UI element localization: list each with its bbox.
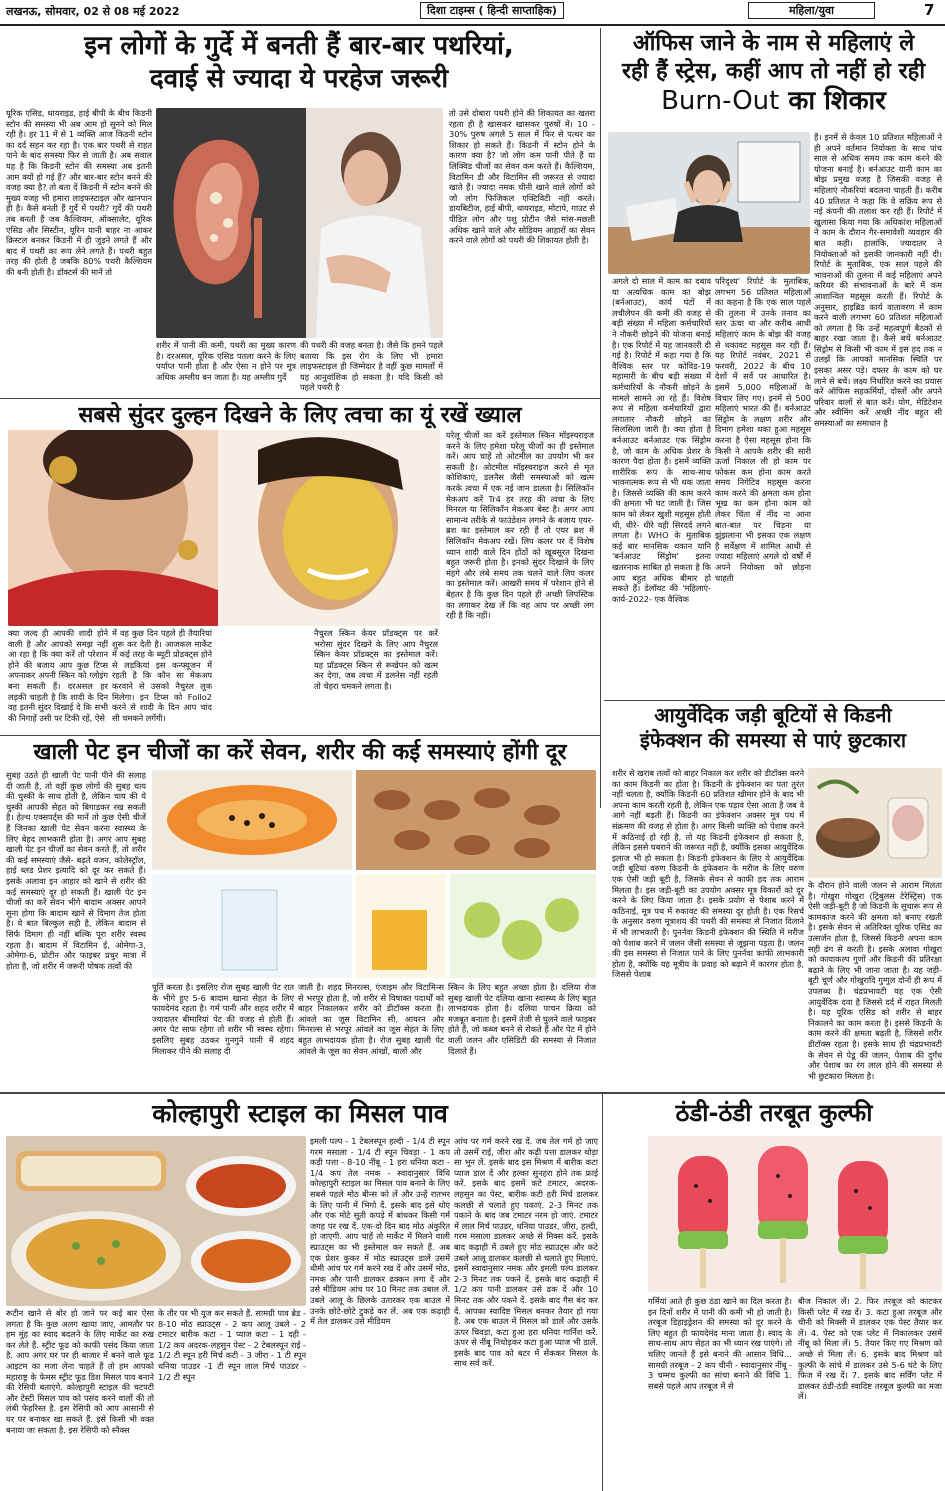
bride-col-1: क्या जल्द ही आपकी शादी होने वाली है और आपको समझ नहीं आ रहा है कि क्या करें तो परेशान होने की बजाय आप कुछ टिप्स अपनाकर अपनी स्किन को ग्लोइंग बना सकती हैं। दरअसल हर लड़की चाहती है कि शादी के दिन वह इतनी सुंदर दिखाई दे कि सभी की निगाहें उसी पर टिकी रहें, ऐसे (8, 628, 108, 723)
ayurveda-col-2: के दौरान होने वाली जलन से आराम मिलता है। गोखुरा गोखुरा (ट्रिबुलस टेरेस्ट्रिस) एक ऐसी जड़ी-बूटी है जो किडनी के सुचारू रूप से कामकाज करने की क्षमता को बनाए रखती है। इसके सेवन से अतिरिक्त यूरिक एसिड का उत्सर्जन होता है, जिससे किडनी अपना काम सही ढंग से करती है। इसके अलावा गोखुरा को कायाकल्प गुणों और किडनी की प्रतिरक्षा बढ़ाने के लिए भी जाना जाता है। यह जड़ी-बूटी चूर्ण और गोखुरादि गुग्गुल दोनों ही रूप में उपलब्ध है। चंद्रप्रभावटी यह एक ऐसी आयुर्वेदिक दवा है जिससे दर्द में राहत मिलती है। यह यूरिक एसिड को शरीर से बाहर निकालने का काम करता है। इससे किडनी के काम करने की क्षमता बढ़ती है, जिससे शरीर डीटॉक्स रहता है। इसके साथ ही चंद्रप्रभावटी के सेवन से पेडू की जलन, पेशाब की दुर्गंध और पेशाब का रंग लाल होने की समस्या से भी छुटकारा मिलता है। (808, 880, 942, 1081)
empty-stomach-col-1: सुबह उठते ही खाली पेट पानी पीने की सलाह दी जाती है, तो वहीं कुछ लोगों की सुबह चाय की चुस्की के साथ होती है, लेकिन चाय की ये चुस्की आपकी सेहत को बिगाड़कर रख सकती है। हेल्थ एक्सपर्ट्स की मानें तो कुछ ऐसी चीजें हैं जिनका खाली पेट सेवन करना स्वास्थ्य के लिए बेहद लाभकारी होता है। अगर आप सुबह खाली पेट इन चीजों का सेवन करते हैं, तो शरीर की कई समस्याएं जैसे- बढ़ते वजन, कोलेस्ट्रॉल, हाई ब्लड प्रेशर इत्यादि को दूर कर सकते हैं। इसके अलावा इन आहार को खाने से शरीर की कई समस्याएं दूर हो सकती हैं। खाली पेट इन चीजों का करें सेवन भीगे बादाम अक्सर आपने सुना होगा कि बादाम खाने से दिमाग तेज होता है। ये बात बिल्कुल सही है, लेकिन बादाम से सिर्फ दिमाग ही नहीं बल्कि पूरा शरीर स्वस्थ रहता है। बादाम में विटामिन ई, ओमेगा-3, ओमेगा-6, प्रोटीन और फाइबर प्रचुर मात्रा में होता है, जो शरीर में जरूरी पोषक तत्वों की (6, 770, 146, 971)
kidney-col-1: यूरिक एसिड, थायराइड, हाई बीपी के बीच किडनी स्टोन की समस्या भी अब आम हो सुनने को मिल रही है। हर 11 में से 1 व्यक्ति आज किडनी स्टोन का दर्द सहन कर रहा है। एक बार पथरी से राहत पाने के बाद समस्या फिर से जाती है। अब सवाल यह है कि किडनी स्टोन की समस्या अब इतनी आम क्यों हो गई हैं? और बार-बार स्टोन बनने की वजह क्या है? तो बता दें किडनी में स्टोन बनने की मुख्य वजह भी हमारा लाइफस्टाइल और खानपान ही है। कैसे बनती हैं गुर्दे में पथरी? गुर्दे की पथरी तब बनती हैं जब कैल्शियम, ऑक्सालेट, यूरिक एसिड और सिस्टीन, यूरिन यानी बाहर ना आकर क्रिस्टल बनकर किडनी में ही जुड़ने लगते हैं और बाद में पथरी का रूप लेने लगते हैं। पथरी बहुत तरह की होती है जबकि 80% पथरी कैल्शियम की बनी होती है। डॉक्टर्स की मानें तो (6, 108, 152, 277)
bride-col-3: नैचुरल स्किन केयर प्रॉडक्ट्स पर करें भरोसा सुंदर दिखने के लिए आप नैचुरल स्किन केयर प्रॉडक्ट्स का इस्तेमाल करें। यह प्रॉडक्ट्स स्किन से रूखेपन को खत्म कर देगा, जब त्वचा में डलनेस नहीं रहती तो चेहरा चमकने लगता है। (314, 628, 438, 691)
burnout-headline (606, 30, 941, 118)
kulfi-title: ठंडी-ठंडी तरबूत कुल्फी (675, 1099, 873, 1127)
column-divider (600, 28, 601, 808)
column-divider (602, 1094, 603, 1491)
bride-col-4: घरेलू चीजों का करें इस्तेमाल स्किन मॉइस्चराइज करने के लिए हमेशा घरेलू चीजों का ही इस्तेमाल करें। आप चाहें तो ओटमील का उपयोग भी कर सकती है। ओटमील मॉइस्चराइज करने से मृत कोशिकाएं, डलनैस जैसी समस्याओं को खत्म करके त्वचा में एक नई जान डालता है। सिलिकॉन मेकअप करें Tr4 हर तरह की त्वचा के लिए मिनरल या सिलिकॉन मेकअप बेस्ट है। अगर आप सामान्य तरीके से फाउंडेशन लगाने के बजाय एयर-ब्रश का इस्तेमाल कर रही हैं तो एयर ब्रश में सिलिकॉन मेकअप रखें। लिप कलर पर दें विशेष ध्यान शादी वाले दिन होंठों को खूबसूरत दिखना बहुत जरूरी होता है। इनको सुंदर दिखाने के लिए मंहगे और लंबे समय तक चलने वाले लिप कलर का इस्तेमाल करें। आखरी समय में परेशान होने से बेहतर है कि कुछ दिन पहले ही अच्छी लिपस्टिक का लगाकर देख लें कि वह आप पर अच्छी लग रही है कि नहीं। (446, 430, 594, 621)
healthy-foods-photo (152, 770, 596, 978)
burnout-col-a: अगले दो साल में काम का दबाव या अत्यधिक काम का बोझ (बर्नआउट), कार्य घंटों में लचीलेपन की कमी की वजह से बड़ी संख्या में महिला कर्मचारियों ने नौकरी छोड़ने की योजना बनाई है। एक रिपोर्ट में यह जानकारी दी गई है। रिपोर्ट में कहा गया है कि वैश्विक स्तर पर कोविड-19 महामारी के बीच बड़ी संख्या में कर्मचारियों के नौकरी छोड़ने के मामले सामने आ रहे हैं। विशेष रूप से महिला कर्मचारियों द्वारा लगातार नौकरी छोड़ने का सिलसिला जारी है। क्या होता है बर्नआउट बर्नआउट एक सिंड्रोम है, जो काम के अधिक प्रेशर के कारण पैदा होता है। इसमें व्यक्ति शारीरिक रूप के साथ-साथ भावनात्मक रूप से भी थक जाता है। जिससे व्यक्ति की काम करने की क्षमता भी घट जाती है। जिस काम को लेकर खुशी महसूस होती थी, धीरे- धीरे वही सिरदर्द लगने लगता है। WHO के मुताबिक कई बार मानसिक थकान यानि 'बर्नआउट सिंड्रोम' इतना खतरनाक साबित हो सकता है कि आप बहुत अधिक बीमार हो सकते हैं। डेलॉयट की 'महिलाएं- कार्य-2022- एक वैश्विक (612, 276, 711, 604)
kidney-col-3: तो उसे दोबारा पथरी होने की शिकायत का खतरा रहता ही है खासकर खासकर पुरुषों में। 10 - 30% पुरुष अगले 5 साल में फिर से पत्थर का शिकार हो सकते हैं। किडनी में स्टोन होने के कारण क्या है? जो लोग कम पानी पीते हैं या लिक्विड चीजों का सेवन कम करते हैं। कैल्शियम, विटामिन डी और विटामिन सी जरूरत से ज्यादा खाते हैं। ज्यादा नमक चीनी खाने वाले लोगों को जो लोग फिजिकल एक्टिविटी नहीं करते। डायबिटीज, हाई बीपी, थायराइड, मोटापे, गाउट से पीड़ित लोग और पशु प्रोटीन जैसे मांस-मछली अधिक खाने वाले और सोडियम आहारों का सेवन करने वाले लोगों को पथरी की शिकायत होती है। (449, 108, 595, 246)
stressed-woman-illustration (608, 132, 810, 274)
kidney-illustration (156, 108, 443, 338)
section-divider (0, 735, 600, 736)
herbs-photo (808, 768, 942, 878)
burnout-photo (608, 132, 810, 274)
kidney-title-line2: दवाई से ज्यादा ये परहेज जरूरी (149, 63, 449, 94)
kulfi-col-1: गर्मियां आते ही कुछ ठंडा खाने का दिल करता है। इन दिनों शरीर में पानी की कमी भी हो जाती है। तरबूज डिहाइड्रेशन की समस्या को दूर करने के लिए बहुत ही फायदेमंद माना जाता है। स्वाद के साथ-साथ आप सेहत का भी ध्यान रख पाएंगे। तो चलिए जानते हैं इसे बनाने की आसान विधि… सामग्री तरबूज - 2 कप चीनी - स्वादानुसार नींबू - 3 चम्मच कुल्फी का सांचा बनाने की विधि 1. सबसे पहले आप तरबूज में से (648, 1296, 792, 1391)
watermelon-kulfi-illustration (648, 1136, 942, 1292)
section-divider (0, 1092, 945, 1094)
kulfi-col-2: बीज निकाल लें। 2. फिर तरबूज को काटकर किसी प्लेट में रख दें। 3. कटा हुआ तरबूज और चीनी को मिक्सी में डालकर एक पेस्ट तैयार कर लें। 4. पेस्ट को एक प्लेट में निकालकर उसमें नींबू को मिला लें। 5. तैयार किए गए मिश्रण को अच्छे से मिला लें। 6. इसके बाद मिश्रण को कुल्फी के सांचे में डालकर उसे 5-6 घंटे के लिए फिज में रख दें। 7. इसके बाद सर्विंग प्लेट में डालकर ठंडी-ठंडी स्वादिष्ट तरबूज कुल्फी का मजा लें। (798, 1296, 942, 1402)
ayurveda-title-line2: इंफेक्शन की समस्या से पाएं छुटकारा (639, 728, 907, 752)
ayurveda-col-1: शरीर से खराब तत्वों को बाहर निकाल कर शरीर को डीटॉक्स करने का काम किडनी का होता है। किडनी के इंफेक्शन का पता तुरंत नहीं चलता है, क्योंकि किडनी 60 प्रतिशत खीमार होने के बाद भी अपना काम करती रहती है, लेकिन एक पड़ाव ऐसा आता है जब वे आगे नहीं बढ़ती हैं। किडनी का इंफेक्शन अक्सर मूत्र पथ में संक्रमण की वजह से होता है। अगर किसी व्यक्ति को पेशाब करने में कठिनाई हो रही है, तो यह किडनी इंफेक्शन हो सकता है, लेकिन इससे घबराने की जरूरत नहीं है, क्योंकि इसका आयुर्वेदिक इलाज भी हो सकता है। किडनी इंफेक्शन के लिए ये आयुर्वेदिक जड़ी बूटियां वरुण किडनी के इंफेक्शन के मरीज के लिए वरुण एक ऐसी जड़ी बूटी है, जिसके सेवन से काफी हद तक आराम मिलता है। इस जड़ी-बूटी का उपयोग अक्सर मूत्र विकारों को दूर करने के लिए किया जाता है। इसके प्रयोग से पेशाब करने में कठिनाई, मूत्र पथ में रुकावट की समस्या दूर होती है। एक रिसर्च के अनुसार वरुण मूत्राशय की पथरी की समस्या से निजात दिलाने में भी लाभकारी है। पुनर्नवा किडनी इंफेक्शन की स्थिति में मरीज को पेशाब करने में जलन जैसी समस्या से जूझना पड़ता है। जलन की इस समस्या से निजात पाने के लिए पुनर्नवा काफी लाभकारी होता है, क्योंकि यह मूत्रीय के प्रवाह को बढ़ाने में कारगर होता है, जिससे पेशाब (612, 768, 804, 980)
burnout-col-right: हैं। इनमें से केवल 10 प्रतिशत महिलाओं ने ही अपने वर्तमान नियोक्ता के साथ पांच साल से अधिक समय तक काम करने की योजना बनाई है। बर्नआउट यानी काम का बोझ प्रमुख वजह है जिसकी वजह से महिलाएं नौकरियां बदलना चाहती हैं। करीब 40 प्रतिशत ने कहा कि वे सक्रिय रूप से नई कंपनी की तलाश कर रही हैं। रिपोर्ट में खुलासा किया गया कि अधिकांश महिलाओं ने काम के दौरान गैर-समावेशी व्यवहार की बात कही। हालांकि, ज्यादातर ने नियोक्ताओं को इसकी जानकारी नहीं दी। रिपोर्ट के मुताबिक, एक साल पहले की भावनाओं की तुलना में कई महिलाएं अपने करियर की संभावनाओं के बारे में कम आशान्वित महसूस करती हैं। रिपोर्ट के अनुसार, हाइब्रिड कार्य वातावरण में काम करने वाली लगभग 60 प्रतिशत महिलाओं को लगता है कि उन्हें महत्वपूर्ण बैठकों से बाहर रखा जाता है। कैसे बचें बर्नआउट सिंड्रोम से किसी भी काम में इस हद तक न उलझें कि आपको मानसिक स्थिति पर इसका असर पड़े। दफ्तर के काम को घर लाने से बचें। लक्ष्य निर्धारित करने का प्रयास करें ऑफिस सहकर्मियों, दोस्तों और अपने परिवार वालों से बात करें। योग, मेडिटेशन और स्वीमिंग करें अच्छी नींद बहुत सी समस्याओं का समाधान है (814, 132, 942, 429)
burnout-title-line1: ऑफिस जाने के नाम से महिलाएं ले (632, 31, 915, 56)
bride-title: सबसे सुंदर दुल्हन दिखने के लिए त्वचा का यूं रखें ख्याल (78, 403, 522, 428)
kidney-headline (4, 30, 594, 95)
bride-col-2: में वह कुछ दिन पहले ही तैयारियां शुरू कर देती है। आजकल मार्केट में कई तरह के ब्यूटी प्रोडक्ट्स होने से लड़कियां इस कन्फ्यूजन में रहती है कि कौन सा मेकअप करवाने से उसको नैचुरल लुक मिलेगा। इन टिप्स को Follo2 करने से शादी के दिन आप चांद सी चमकने लगेंगी। (112, 628, 212, 723)
foods-illustration (152, 770, 596, 978)
burnout-col-b: परिदृश्य' रिपोर्ट के मुताबिक, लगभग 56 प्रतिशत महिलाओं का कहना है कि एक साल पहले की तुलना में उनके तनाव का स्तर ऊंचा था और करीब आधी महिलाएं काम के बोझ की वजह से थकावट महसूस कर रही हैं। यह रिपोर्ट नवंबर, 2021 से फरवरी, 2022 के बीच 10 देशों में सर्वे पर आधारित है। इसमें 5,000 महिलाओं के विचार लिए गए। इनमें से 500 महिलाएं भारत की हैं। बर्नआउट सिंड्रोम के लक्षण शरीर और दिमाग हमेशा थका हुआ महसूस करना है ऐसा महसूस होना कि किसी ने आपके शरीर की सारी ऊर्जा निकाल ली हो काम पर फोकस कम होना काम करते समय निगेटिव महसूस करना काम करने की क्षमता कम होना भूख का कम होना काम को लेकर चिंता में नींद ना आना बात-बात पर चिड़ना या झुंझलाना भी इसका एक लक्षण है सर्वेक्षण में शामिल आधी से ज्यादा महिलाएं अगले दो वर्षों में अपने नियोक्ता को छोड़ना चाहती (715, 276, 811, 583)
empty-stomach-title: खाली पेट इन चीजों का करें सेवन, शरीर की कई समस्याएं होंगी दूर (33, 740, 567, 765)
empty-stomach-col-3: जाती है। शहद मिनरल्स, एंजाइम और विटामिन्स से भरपूर होता है, जो शरीर से विषाक्त पदार्थों को बाहर निकालकर शरीर को डीटॉक्स करता है। आंवले का जूस विटामिन सी, आयरन और मिनरल्स से भरपूर आंवले का जूस सेहत के लिए बहुत लाभदायक होता है। रोज सुबह खाली पेट आंवले के जूस का सेवन आंखों, बालों और (298, 982, 444, 1056)
section-divider (0, 398, 600, 399)
misal-pav-illustration (6, 1136, 306, 1306)
masthead-section: महिला/युवा (748, 2, 875, 19)
misal-col-1: रूटीन खाने से बोर हो जाने पर कई बार ऐसा लगता है कि कुछ अलग खाया जाए, आमतौर पर हम मुंह का स्वाद बदलने के लिए मार्केट का रुख कर लेते हैं. स्ट्रीट फूड को काफी पसंद किया जाता है. आप अगर घर पर ही बाजार में बनने वाले फूड आइटम का मजा लेना चाहते हैं तो हम आपको महाराष्ट्र के फेमस स्ट्रीट फूड डिश मिसल पाव बनाने की रेसिपी बताएंगे. कोल्हापुरी स्टाइल की चटपटी और टेस्टी मिसल पाव को पसंद करने वालों की तो लंबी फेहरिस्त है. इस रेसिपी को आप आसानी से घर पर बनाकर खा सकते हैं. इसे किसी भी वक्त बनाया जा सकता है. इस रेसिपी को स्नैक्स (6, 1308, 154, 1435)
masthead (0, 0, 945, 26)
empty-stomach-col-4: स्किन के लिए बहुत अच्छा होता है। दलिया रोज सुबह खाली पेट दलिया खाना स्वास्थ्य के लिए बहुत लाभदायक होता है। दलिया पाचन क्रिया को मजबूत बनाता है। इसमें तेजी से घुलने वाले फाइबर होते हैं, जो कब्ज बनने से रोकते हैं और पेट में होने वाली जलन और एसिडिटी की समस्या से निजात दिलाते हैं। (448, 982, 596, 1056)
misal-col-3: इमली पल्प - 1 टेबलस्पून हल्दी - 1/4 टी स्पून गरम मसाला - 1/4 टी स्पून चिवड़ा - 1 कप कड़ी पत्ता - 8-10 नींबू - 1 हरा धनिया कटा - 1/4 कप तेल नमक - स्वादानुसार विधि कोल्हापुरी स्टाइल का मिसल पाव बनाने के लिए सबसे पहले मोठ बीन्स को लें और उन्हें रातभर के लिए पानी में भिगो दें. इसके बाद इसे धोएं और एक मोटे सूती कपड़े में बांधकर किसी गर्म जगह पर रख दें. एक-दो दिन बाद मोठ अंकुरित हो जाएगी. आप चाहें तो मार्केट में मिलने वाली स्प्राउट्स का भी इस्तेमाल कर सकते हैं. अब एक प्रेशर कुकर में मोठ स्प्राउट्स डालें उसमें धीमी आंच पर गर्म करने रख दें और उसमें मोठ, नमक और पानी डालकर ढक्कन लगा दें और उसे मीडियम आंच पर 10 मिनट तक उबाल लें. उबले आलू के छिलके उतारकर एक बाउल में उनके छोटे-छोटे टुकड़े कर लें. अब एक कढ़ाही में तेल डालकर उसे मीडियम (310, 1136, 450, 1327)
bride-illustration (8, 430, 440, 626)
herbs-illustration (808, 768, 942, 878)
misal-col-4: आंच पर गर्म करने रख दें. जब तेल गर्म हो जाए तो उसमें राई, जीरा और कढ़ी पत्ता डालकर थोड़ा सा भून लें. इसके बाद इस मिश्रण में बारीक कटा प्याज डाल दें और हल्का सुनहरा होने तक फ्राई करें. इसके बाद इसमें कटे टमाटर, अदरक-लहसुन का पेस्ट, बारीक कटी हरी मिर्च डालकर कलछी से चलाते हुए पकाएं. 2-3 मिनट तक पकाने के बाद जब टमाटर नरम हो जाएं. टमाटर में लाल मिर्च पाउडर, धनिया पाउडर, जीरा, हल्दी, गरम मसाला डालकर अच्छे से मिक्स करें. इसके बाद कढ़ाही में उबले हुए मोठ स्प्राउट्स और कटे उबले आलू डालकर कलछी से चलाते हुए मिलाएं. इसमें स्वादानुसार नमक और इमली पल्प डालकर 2-3 मिनट तक पकने दें. इसके बाद कढ़ाही में 1/2 कप पानी डालकर उसे ढक दें और 10 मिनट तक और पकने दें. इसके बाद गैस बंद कर दें. आपका स्वादिष्ट मिसल बनकर तैयार हो गया है. अब एक बाउल में मिसल को डालें और उसके ऊपर चिवड़ा, कटा हुआ हरा धनिया गार्निश करें. ऊपर से नींबू निचोड़कर कटा हुआ प्याज भी डालें. इसके बाद पाव को बटर में सेंककर मिसल के साथ सर्व करें. (454, 1136, 598, 1369)
kulfi-photo (648, 1136, 942, 1292)
misal-title: कोल्हापुरी स्टाइल का मिसल पाव (152, 1099, 448, 1128)
burnout-title-line3: का शिकार (779, 86, 886, 116)
ayurveda-headline (604, 703, 942, 753)
kidney-col-2b: की पथरी की वजह बनता है। जैसे कि हमने पहले बताया कि इस रोग के लिए भी हमारा लाइफस्टाइल ही जिम्मेदार है वहीं कुछ मामलों में यह आनुवांशिक हो सकता है। यदि किसी को पहले पथरी है (300, 340, 443, 393)
burnout-title-line2: रही हैं स्ट्रेस, कहीं आप तो नहीं हो रही (621, 58, 926, 84)
masthead-dateline: लखनऊ, सोमवार, 02 से 08 मई 2022 (6, 5, 180, 18)
masthead-page-number: 7 (924, 1, 935, 19)
bride-photo (8, 430, 440, 626)
masthead-paper-name: दिशा टाइम्स ( हिन्दी साप्ताहिक) (420, 2, 564, 19)
kidney-photo (156, 108, 443, 338)
kidney-col-2a: शरीर में पानी की कमी, पथरी का मुख्य कारण है। दरअसल, यूरिक एसिड पतला करने के लिए पर्याप्त पानी होता है और ऐसा न होने पर मूत्र अधिक अम्लीय बन जाता है। यह अम्लीय गुर्दे (156, 340, 296, 382)
misal-col-2: के तौर पर भी यूज कर सकते हैं. सामग्री पाव ब्रेड - 8-10 मोठ स्प्राउट्स - 2 कप आलू उबले - 2 टमाटर बारीक कटा - 1 प्याज कटा - 1 दही - 1/2 कप अदरक-लहसुन पेस्ट - 2 टेबलस्पून राई - 1/2 टी स्पून हरी मिर्च कटी - 3 जीरा - 1 टी स्पून धनिया पाउडर -1 टी स्पून लाल मिर्च पाउडर - 1/2 टी स्पून (158, 1308, 306, 1382)
section-divider (604, 700, 945, 701)
kidney-title-line1: इन लोगों के गुर्दे में बनती हैं बार-बार पथरियां, (84, 31, 514, 61)
misal-photo (6, 1136, 306, 1306)
ayurveda-title-line1: आयुर्वेदिक जड़ी बूटियों से किडनी (654, 703, 892, 727)
empty-stomach-col-2: पूर्ति करता है। इसलिए रोज सुबह खाली पेट रात के भीगे हुए 5-6 बादाम खाना सेहत के लिए फायदेमंद रहता है। गर्म पानी और शहद शरीर में ज्यादातर बीमारियां पेट की वजह से होती हैं। अगर पेट साफ रहेगा तो शरीर भी स्वस्थ रहेगा। इसलिए सुबह उठकर गुनगुने पानी में शहद मिलाकर पीने की सलाह दी (152, 982, 294, 1056)
burnout-title-english: Burn-Out (661, 86, 780, 116)
